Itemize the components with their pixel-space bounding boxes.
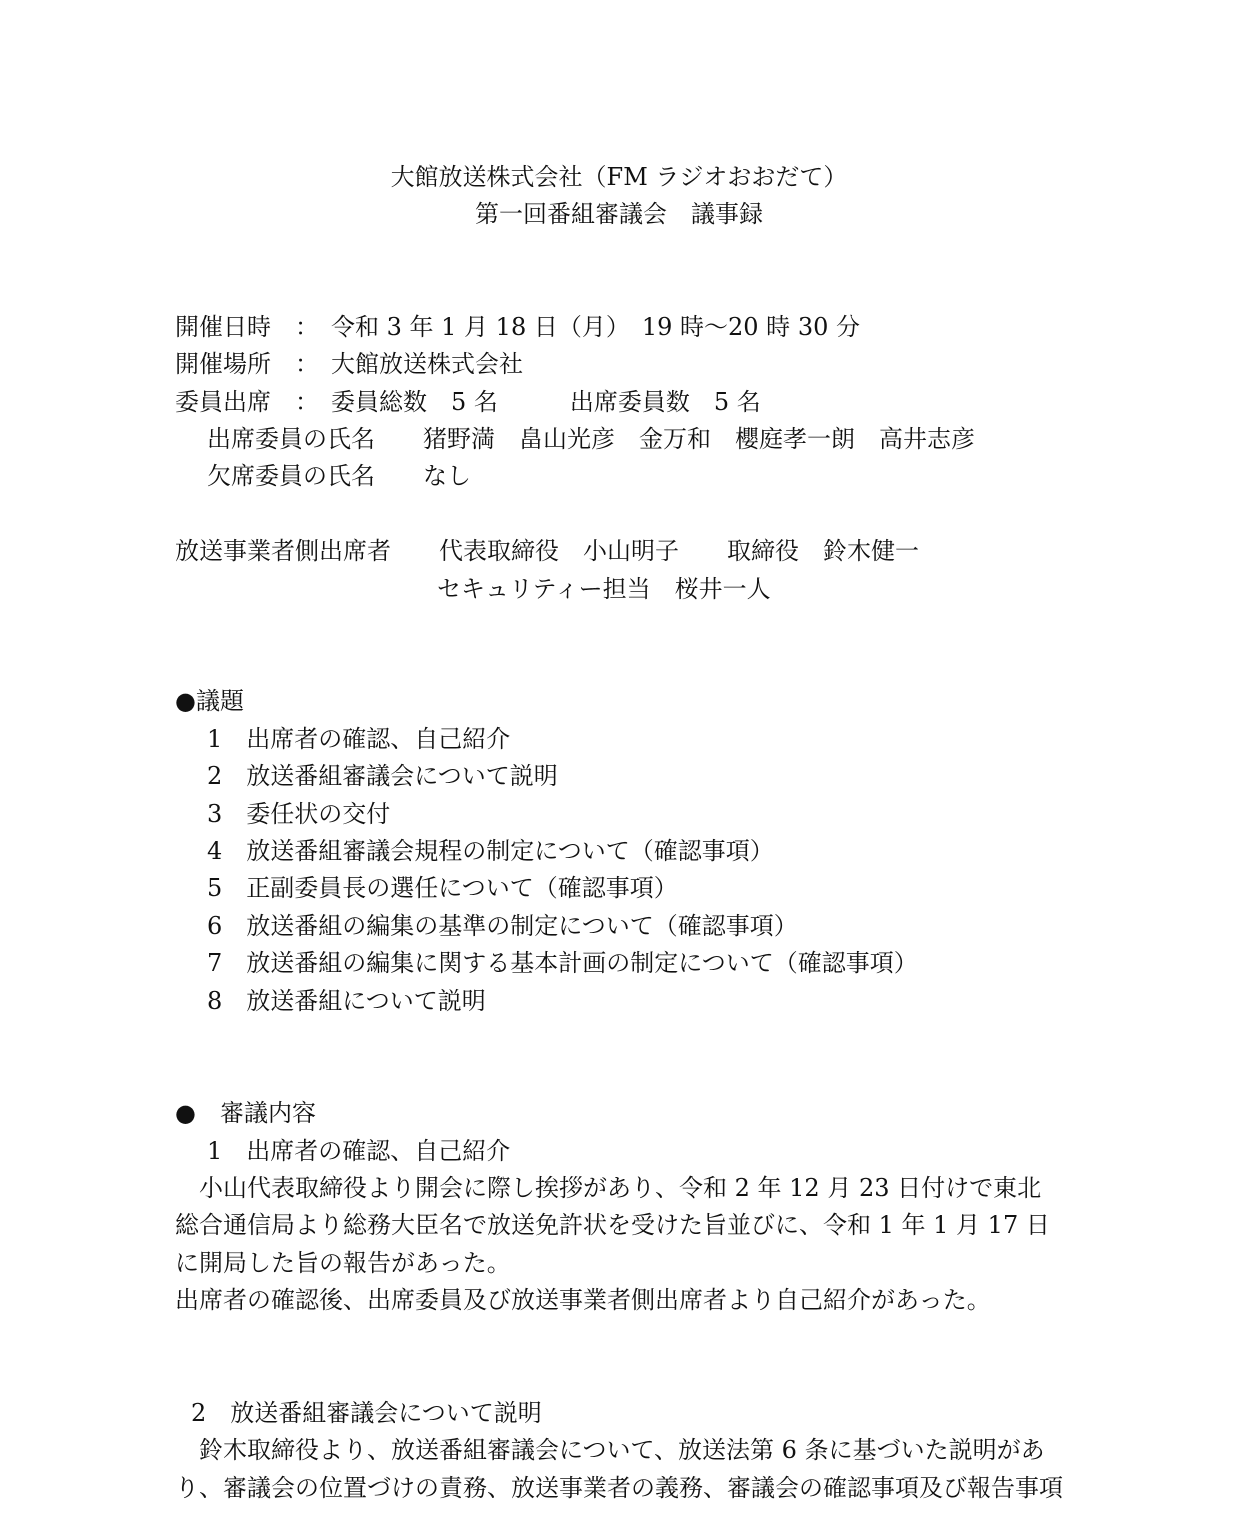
absent-members: 欠席委員の氏名 なし [207, 462, 471, 490]
document-title-company: 大館放送株式会社（FM ラジオおおだて） [390, 163, 848, 191]
agenda-item: 1 出席者の確認、自己紹介 [207, 725, 511, 753]
section-title: 2 放送番組審議会について説明 [191, 1399, 542, 1427]
section-paragraph-line: 小山代表取締役より開会に際し挨拶があり、令和 2 年 12 月 23 日付けで東北 [175, 1174, 1042, 1202]
meeting-date: 開催日時 ： 令和 3 年 1 月 18 日（月） 19 時～20 時 30 分 [175, 313, 860, 341]
section-paragraph-line: 総合通信局より総務大臣名で放送免許状を受けた旨並びに、令和 1 年 1 月 17 日 [175, 1211, 1050, 1239]
agenda-item: 7 放送番組の編集に関する基本計画の制定について（確認事項） [207, 949, 918, 977]
section-paragraph-line: 出席者の確認後、出席委員及び放送事業者側出席者より自己紹介があった。 [175, 1286, 991, 1314]
agenda-item: 3 委任状の交付 [207, 800, 391, 828]
deliberation-heading: ● 審議内容 [175, 1099, 316, 1127]
agenda-item: 4 放送番組審議会規程の制定について（確認事項） [207, 837, 774, 865]
agenda-item: 8 放送番組について説明 [207, 987, 486, 1015]
meeting-place: 開催場所 ： 大館放送株式会社 [175, 350, 523, 378]
section-paragraph-line: り、審議会の位置づけの責務、放送事業者の義務、審議会の確認事項及び報告事項 [175, 1474, 1063, 1502]
agenda-item: 6 放送番組の編集の基準の制定について（確認事項） [207, 912, 798, 940]
agenda-heading: ●議題 [175, 687, 244, 715]
agenda-item: 2 放送番組審議会について説明 [207, 762, 558, 790]
attending-members: 出席委員の氏名 猪野満 畠山光彦 金万和 櫻庭孝一朗 高井志彦 [207, 425, 975, 453]
broadcaster-attendees: 放送事業者側出席者 代表取締役 小山明子 取締役 鈴木健一 [175, 537, 919, 565]
member-attendance: 委員出席 ： 委員総数 5 名 出席委員数 5 名 [175, 388, 761, 416]
section-paragraph-line: に開局した旨の報告があった。 [175, 1249, 511, 1277]
section-paragraph-line: 鈴木取締役より、放送番組審議会について、放送法第 6 条に基づいた説明があ [175, 1436, 1045, 1464]
document-title-minutes: 第一回番組審議会 議事録 [475, 200, 763, 228]
section-title: 1 出席者の確認、自己紹介 [207, 1137, 511, 1165]
broadcaster-attendees-continued: セキュリティー担当 桜井一人 [437, 575, 771, 603]
agenda-item: 5 正副委員長の選任について（確認事項） [207, 874, 678, 902]
